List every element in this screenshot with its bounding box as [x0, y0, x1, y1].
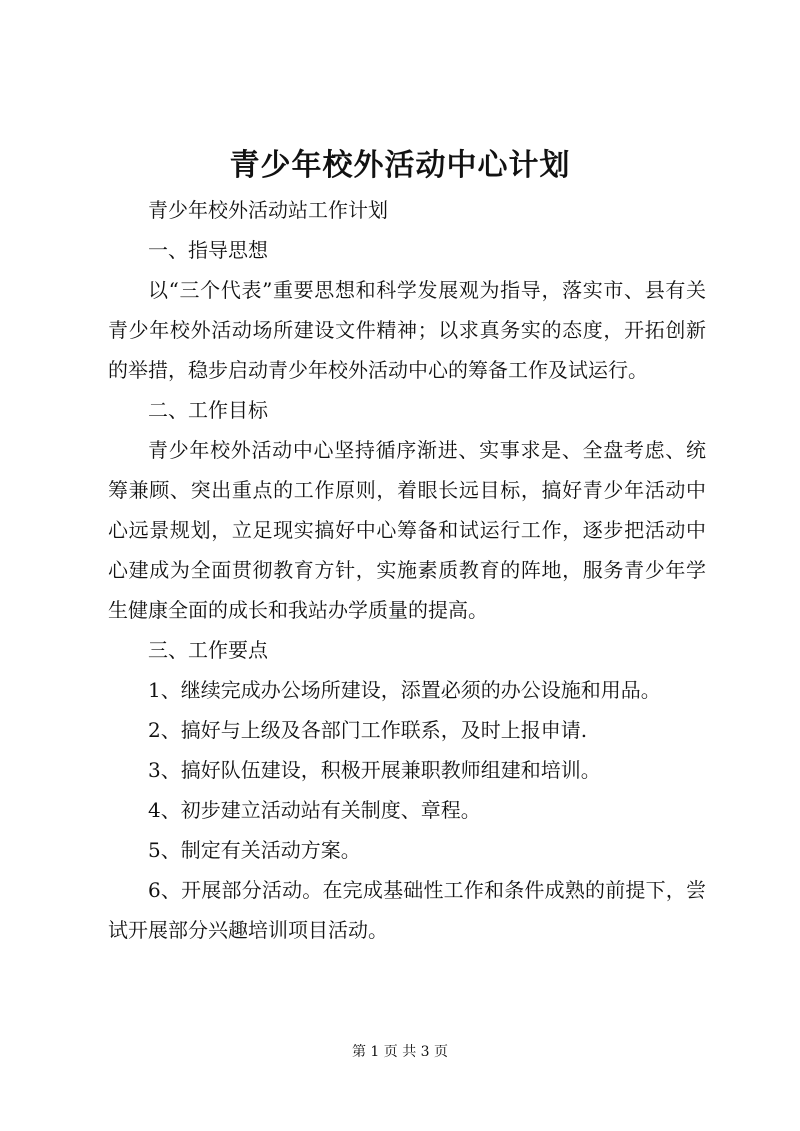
work-point-item: 4、初步建立活动站有关制度、章程。 [148, 798, 481, 822]
guiding-thought-paragraph: 以“三个代表”重要思想和科学发展观为指导，落实市、县有关青少年校外活动场所建设文件精神；以求真务实的态度，开拓创新的举措，稳步启动青少年校外活动中心的筹备工作及试运行。 [108, 278, 706, 382]
document-title: 青少年校外活动中心计划 [229, 148, 571, 183]
work-goals-paragraph: 青少年校外活动中心坚持循序渐进、实事求是、全盘考虑、统筹兼顾、突出重点的工作原则，着眼长远目标，搞好青少年活动中心远景规划，立足现实搞好中心筹备和试运行工作，逐步把活动中心建成为全面贯彻教育方针，实施素质教育的阵地，服务青少年学生健康全面的成长和我站办学质量的提高。 [108, 438, 706, 622]
work-point-item: 5、制定有关活动方案。 [148, 838, 361, 862]
work-point-item: 2、搞好与上级及各部门工作联系，及时上报申请. [148, 718, 588, 742]
page-footer: 第 1 页 共 3 页 [351, 1044, 449, 1060]
section-heading-guiding-thought: 一、指导思想 [148, 238, 268, 262]
section-heading-work-points: 三、工作要点 [148, 638, 268, 662]
work-point-item: 3、搞好队伍建设，积极开展兼职教师组建和培训。 [148, 758, 601, 782]
subtitle-paragraph: 青少年校外活动站工作计划 [148, 198, 388, 222]
document-body [108, 190, 706, 950]
work-point-item: 6、开展部分活动。在完成基础性工作和条件成熟的前提下，尝试开展部分兴趣培训项目活动。 [108, 878, 706, 942]
section-heading-work-goals: 二、工作目标 [148, 398, 268, 422]
work-point-item: 1、继续完成办公场所建设，添置必须的办公设施和用品。 [148, 678, 661, 702]
